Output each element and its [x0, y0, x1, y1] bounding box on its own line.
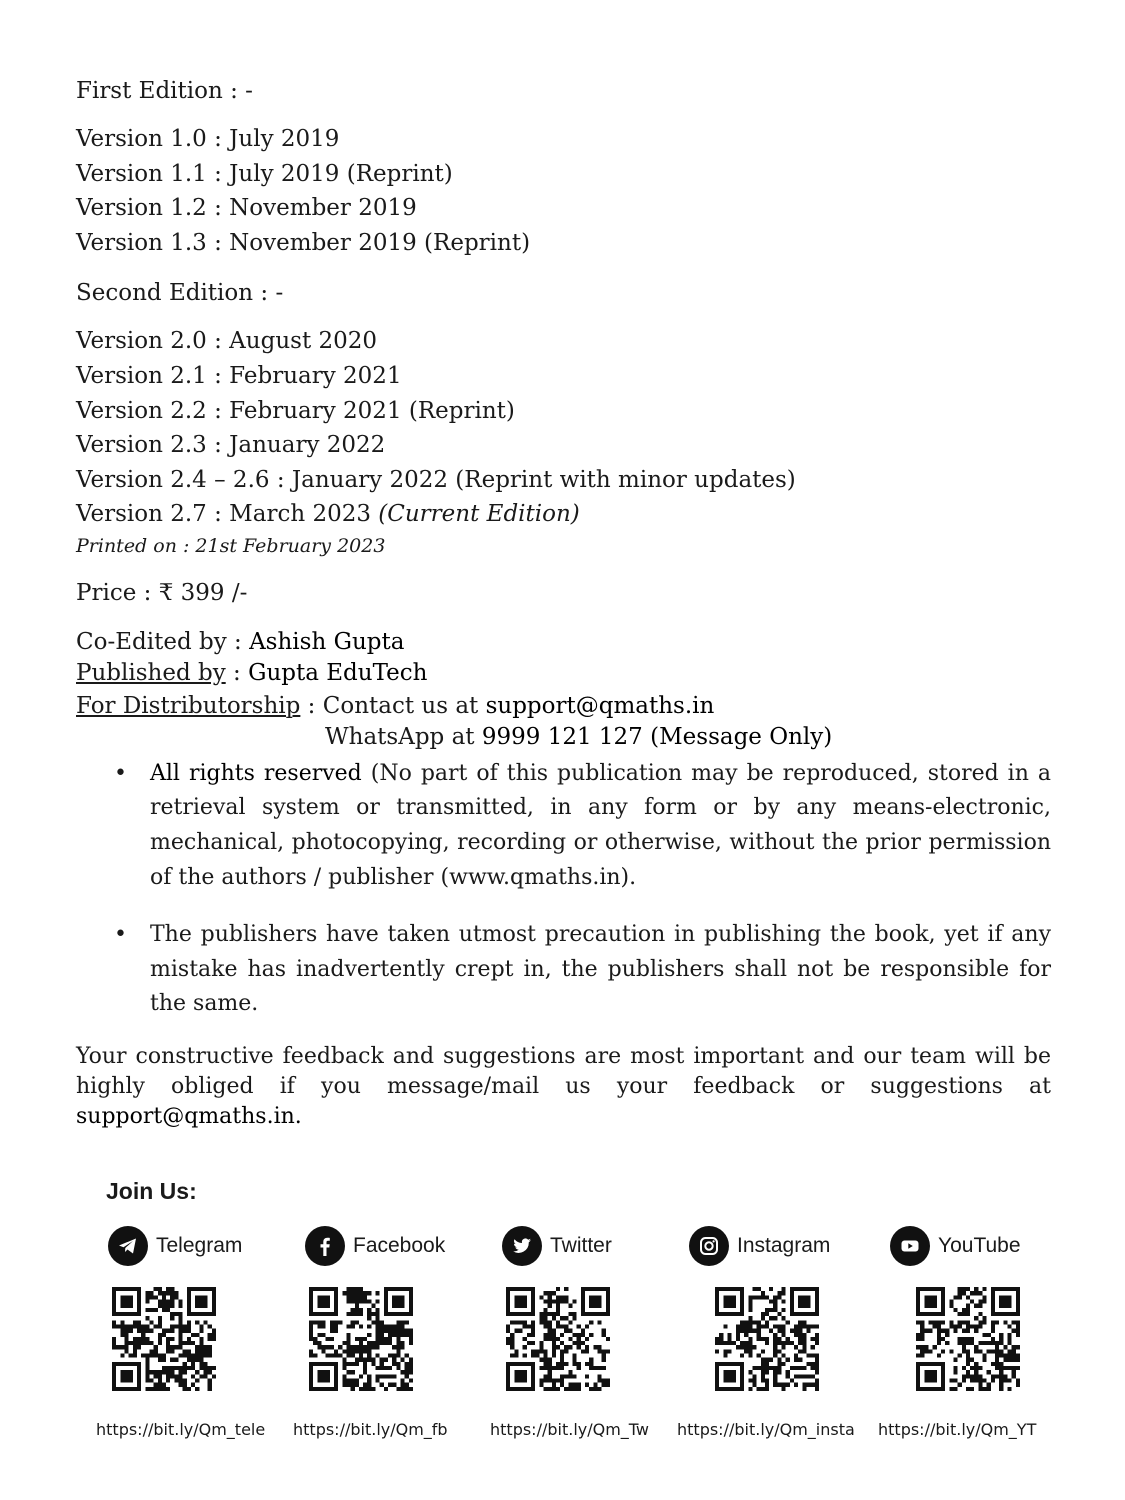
feedback-paragraph: [76, 1042, 1051, 1132]
rights-text: (No part of this publication may be reproduced, stored in a retrieval system or transmitted, in any form or by any means-electronic, mechanical, photocopying, recording or otherwise, without the prior permission of the authors / publisher (www.qmaths.in).: [150, 760, 1051, 890]
social-name: Instagram: [737, 1234, 831, 1257]
qr-code-icon: [506, 1287, 610, 1391]
contact-prefix: : Contact us at: [300, 692, 486, 719]
published-line: [76, 657, 1051, 689]
feedback-line: highly obliged if you message/mail us your feedback or suggestions at: [76, 1074, 1051, 1100]
social-head[interactable]: [689, 1224, 889, 1268]
social-url-link[interactable]: https://bit.ly/Qm_fb: [293, 1420, 448, 1439]
facebook-icon: [305, 1226, 345, 1266]
social-head[interactable]: [502, 1224, 702, 1268]
feedback-line: Your constructive feedback and suggestions are most important and our team will be: [76, 1044, 1051, 1070]
version-line: Version 2.3 : January 2022: [76, 432, 386, 459]
publisher-name: Gupta EduTech: [248, 659, 428, 686]
published-separator: :: [225, 659, 249, 686]
current-version: Version 2.7 : March 2023: [76, 501, 371, 528]
list-item: [150, 757, 1051, 896]
social-name: YouTube: [938, 1234, 1021, 1257]
social-head[interactable]: [305, 1224, 505, 1268]
version-line: Version 2.2 : February 2021 (Reprint): [76, 397, 515, 424]
current-version-line: [76, 497, 1051, 532]
co-edited-line: [76, 627, 1051, 657]
whatsapp-prefix: WhatsApp at: [325, 723, 482, 750]
telegram-icon: [108, 1226, 148, 1266]
price: Price : ₹ 399 /-: [76, 579, 248, 606]
second-edition-versions: [76, 324, 1051, 560]
social-facebook: [293, 1224, 505, 1439]
social-url-link[interactable]: https://bit.ly/Qm_tele: [96, 1420, 266, 1439]
imprint-page: [76, 74, 1051, 1132]
list-item: [150, 918, 1051, 1022]
published-label: Published by: [76, 659, 226, 686]
first-edition-heading: First Edition : -: [76, 78, 253, 104]
social-head[interactable]: [108, 1224, 308, 1268]
social-instagram: [677, 1224, 889, 1439]
first-edition-versions: [76, 122, 1051, 260]
twitter-icon: [502, 1226, 542, 1266]
social-url-link[interactable]: https://bit.ly/Qm_Tw: [490, 1420, 650, 1439]
social-youtube: [878, 1224, 1090, 1439]
social-twitter: [490, 1224, 702, 1439]
social-head[interactable]: [890, 1224, 1090, 1268]
social-name: Facebook: [353, 1234, 446, 1257]
join-us-title: Join Us:: [106, 1178, 197, 1204]
current-edition-note: (Current Edition): [378, 501, 580, 528]
feedback-email-link[interactable]: support@qmaths.in.: [76, 1104, 302, 1130]
distributorship-label: For Distributorship: [76, 692, 301, 719]
qr-code-icon: [916, 1287, 1020, 1391]
instagram-icon: [689, 1226, 729, 1266]
disclaimer-text: The publishers have taken utmost precaution in publishing the book, yet if any mistake has inadvertently crept in, the publishers shall not be responsible for the same.: [150, 921, 1051, 1017]
social-telegram: [96, 1224, 308, 1439]
co-editor-name: Ashish Gupta: [249, 628, 405, 655]
youtube-icon: [890, 1226, 930, 1266]
social-url-link[interactable]: https://bit.ly/Qm_YT: [878, 1420, 1037, 1439]
rights-reserved-label: All rights reserved: [150, 760, 362, 786]
qr-code-icon: [112, 1287, 216, 1391]
version-line: Version 2.1 : February 2021: [76, 362, 402, 389]
co-edited-label: Co-Edited by :: [76, 628, 250, 655]
notice-list: [76, 757, 1051, 1023]
version-line: Version 1.2 : November 2019: [76, 195, 417, 222]
distributorship-line: [76, 689, 1051, 723]
version-line: Version 1.3 : November 2019 (Reprint): [76, 229, 531, 256]
whatsapp-number: 9999 121 127 (Message Only): [481, 723, 833, 750]
second-edition-heading: Second Edition : -: [76, 280, 284, 307]
qr-code-icon: [715, 1287, 819, 1391]
version-line: Version 2.0 : August 2020: [76, 328, 378, 355]
printed-on: Printed on : 21st February 2023: [76, 534, 386, 557]
version-line: Version 1.0 : July 2019: [76, 126, 340, 152]
social-url-link[interactable]: https://bit.ly/Qm_insta: [677, 1420, 855, 1439]
version-line: Version 1.1 : July 2019 (Reprint): [76, 160, 453, 187]
social-name: Twitter: [550, 1234, 612, 1257]
version-line: Version 2.4 – 2.6 : January 2022 (Reprint with minor updates): [76, 466, 796, 493]
social-name: Telegram: [156, 1234, 243, 1257]
whatsapp-line: [325, 723, 1051, 751]
qr-code-icon: [309, 1287, 413, 1391]
contact-email-link[interactable]: support@qmaths.in: [485, 692, 715, 719]
